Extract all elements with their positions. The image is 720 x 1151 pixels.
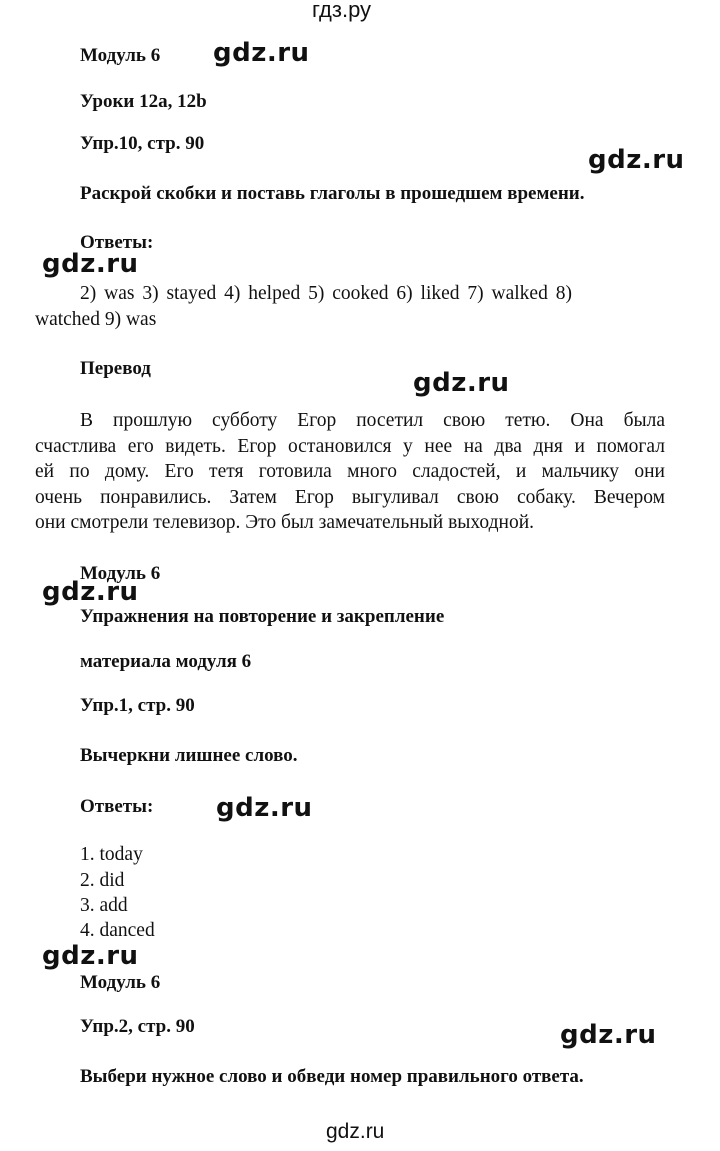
lessons-heading: Уроки 12а, 12b [80, 91, 207, 112]
exercise-heading: Упр.1, стр. 90 [80, 695, 195, 716]
site-header: гдз.ру [312, 0, 372, 22]
translation-line: счастлива его видеть. Егор остановился у нее на два дня и помогал [35, 435, 665, 457]
watermark: gdz.ru [216, 793, 313, 823]
watermark: gdz.ru [42, 941, 139, 971]
answer-item: 4. danced [80, 920, 155, 941]
translation-line: ей по дому. Его тетя готовила много сладостей, и мальчику они [35, 461, 665, 482]
section-title: материала модуля 6 [80, 651, 252, 672]
translation-paragraph [35, 408, 665, 536]
module-heading: Модуль 6 [80, 563, 161, 584]
section-title: Упражнения на повторение и закрепление [80, 606, 445, 627]
watermark: gdz.ru [413, 368, 510, 398]
answer-item: 3. add [80, 895, 128, 916]
task-text: Выбери нужное слово и обведи номер правильного ответа. [80, 1066, 584, 1087]
watermark: gdz.ru [42, 577, 139, 607]
module-heading: Модуль 6 [80, 972, 161, 993]
exercise-heading: Упр.10, стр. 90 [80, 133, 205, 154]
answer-item: 2. did [80, 870, 125, 891]
exercise-heading: Упр.2, стр. 90 [80, 1016, 195, 1037]
answers-text: 2) was 3) stayed 4) helped 5) cooked 6) liked 7) walked 8) [80, 283, 572, 304]
answer-item: 1. today [80, 844, 143, 865]
watermark: gdz.ru [42, 249, 139, 279]
translation-line: В прошлую субботу Егор посетил свою тетю. Она была [80, 410, 665, 431]
answers-label: Ответы: [80, 796, 154, 817]
site-footer: gdz.ru [326, 1120, 385, 1143]
translation-line: очень понравились. Затем Егор выгуливал свою собаку. Вечером [35, 486, 665, 508]
watermark: gdz.ru [588, 145, 685, 175]
module-heading: Модуль 6 [80, 45, 161, 66]
task-text: Раскрой скобки и поставь глаголы в прошедшем времени. [80, 183, 585, 204]
task-text: Вычеркни лишнее слово. [80, 745, 298, 766]
translation-label: Перевод [80, 358, 151, 379]
watermark: gdz.ru [213, 38, 310, 68]
watermark: gdz.ru [560, 1020, 657, 1050]
translation-line: они смотрели телевизор. Это был замечательный выходной. [35, 512, 535, 533]
answers-label: Ответы: [80, 232, 154, 253]
answers-text: watched 9) was [35, 309, 157, 330]
